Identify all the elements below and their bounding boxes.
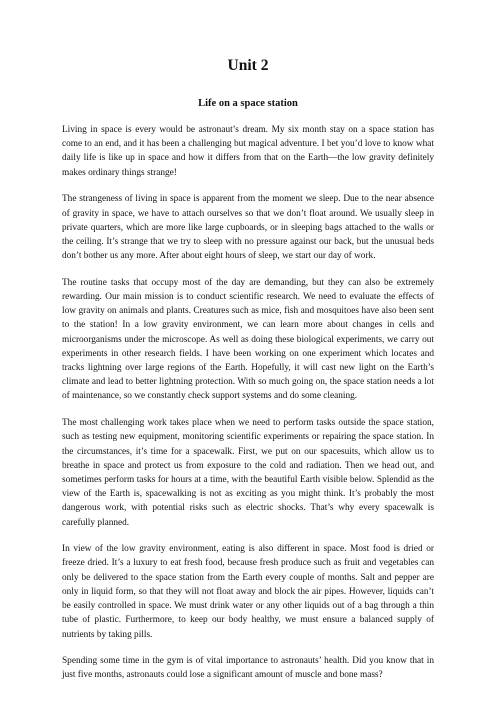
article-title: Life on a space station [198,98,298,109]
unit-title: Unit 2 [227,57,269,74]
paragraph-2: The strangeness of living in space is apparent from the moment we sleep. Due to the near absence of gravity in space, we have to attach ourselves so that we don’t float around. We usually sleep in private quarters, which are more like large cupboards, or in sleeping bags attached to the walls or the ceiling. It’s strange that we try to sleep with no pressure against our back, but the unusual beds don’t bother us any more. After about eight hours of sleep, we start our day of work. [62,194,434,262]
paragraph-3: The routine tasks that occupy most of the day are demanding, but they can also be extremely rewarding. Our main mission is to conduct scientific research. We need to evaluate the effects of low gravity on animals and plants. Creatures such as mice, fish and mosquitoes have also been sent to the station! In a low gravity environment, we can learn more about changes in cells and microorganisms under the microscope. As well as doing these biological experiments, we carry out experiments in other research fields. I have been working on one experiment which locates and tracks lightning over large regions of the Earth. Hopefully, it will cast new light on the Earth’s climate and lead to better lightning protection. With so much going on, the space station needs a lot of maintenance, so we constantly check support systems and do some cleaning. [62,277,434,402]
paragraph-1: Living in space is every would be astronaut’s dream. My six month stay on a space station has come to an end, and it has been a challenging but magical adventure. I bet you’d love to know what daily life is like up in space and how it differs from that on the Earth—the low gravity definitely makes ordinary things strange! [62,125,434,178]
paragraph-6: Spending some time in the gym is of vital importance to astronauts’ health. Did you know that in just five months, astronauts could lose a significant amount of muscle and bone mass? [62,656,434,681]
article-body [62,123,434,695]
paragraph-5: In view of the low gravity environment, eating is also different in space. Most food is dried or freeze dried. It’s a luxury to eat fresh food, because fresh produce such as fruit and vegetables can only be delivered to the space station from the Earth every couple of months. Salt and pepper are only in liquid form, so that they will not float away and block the air pipes. However, liquids can’t be easily controlled in space. We must drink water or any other liquids out of a bag through a thin tube of plastic. Furthermore, to keep our body healthy, we must ensure a balanced supply of nutrients by taking pills. [62,544,434,640]
paragraph-4: The most challenging work takes place when we need to perform tasks outside the space station, such as testing new equipment, monitoring scientific experiments or repairing the space station. In the circumstances, it’s time for a spacewalk. First, we put on our spacesuits, which allow us to breathe in space and protect us from exposure to the cold and radiation. Then we head out, and sometimes perform tasks for hours at a time, with the beautiful Earth visible below. Splendid as the view of the Earth is, spacewalking is not as exciting as you might think. It’s probably the most dangerous work, with potential risks such as electric shocks. That’s why every spacewalk is carefully planned. [62,418,434,528]
